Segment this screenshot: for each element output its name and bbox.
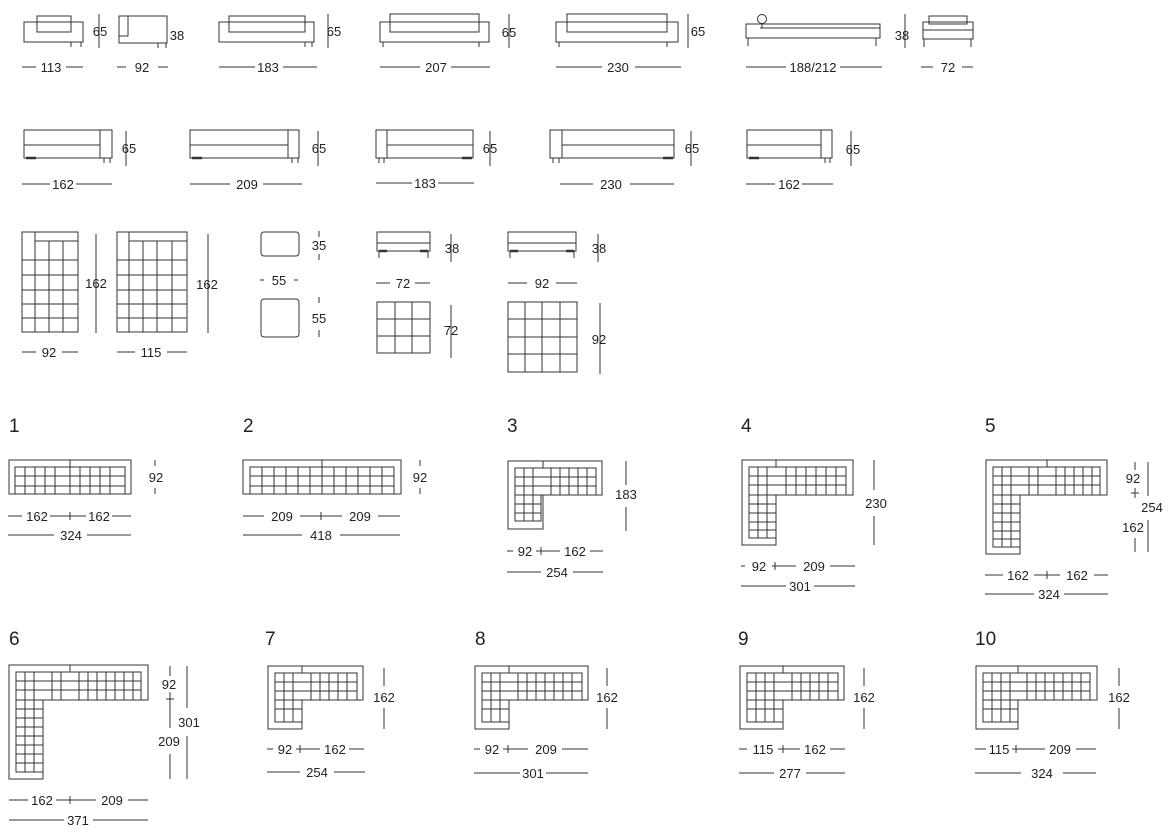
dim-depth: 162 bbox=[373, 690, 395, 705]
dim-total-depth: 254 bbox=[1141, 500, 1163, 515]
element-module-209 bbox=[190, 130, 318, 184]
element-pouf bbox=[260, 231, 319, 337]
dim-height: 38 bbox=[169, 28, 185, 43]
composition-number: 3 bbox=[507, 416, 518, 437]
dim-height: 65 bbox=[845, 142, 861, 157]
dim-width: 92 bbox=[534, 276, 550, 291]
composition-2 bbox=[243, 460, 420, 535]
dim-depth: 230 bbox=[865, 496, 887, 511]
dim-width: 92 bbox=[134, 60, 150, 75]
dim-part: 162 bbox=[31, 793, 53, 808]
dim-depth: 209 bbox=[158, 734, 180, 749]
dim-depth: 55 bbox=[311, 311, 327, 326]
composition-number: 1 bbox=[9, 416, 20, 437]
element-module-162 bbox=[22, 130, 126, 184]
dim-height: 38 bbox=[444, 241, 460, 256]
dim-total: 301 bbox=[789, 579, 811, 594]
dim-height: 65 bbox=[684, 141, 700, 156]
dim-depth: 92 bbox=[412, 470, 428, 485]
dim-part: 115 bbox=[752, 742, 774, 757]
dim-width: 113 bbox=[40, 60, 62, 75]
dim-width: 230 bbox=[600, 177, 622, 192]
dim-width: 188/212 bbox=[789, 60, 837, 75]
composition-number: 7 bbox=[265, 629, 276, 650]
dim-height: 65 bbox=[311, 141, 327, 156]
dim-total: 301 bbox=[522, 766, 544, 781]
element-module-162-right-arm bbox=[746, 130, 851, 184]
dim-total: 418 bbox=[310, 528, 332, 543]
dim-depth: 162 bbox=[1122, 520, 1144, 535]
dim-width: 162 bbox=[778, 177, 800, 192]
composition-number: 5 bbox=[985, 416, 996, 437]
composition-number: 9 bbox=[738, 629, 749, 650]
dim-depth: 162 bbox=[853, 690, 875, 705]
dim-part: 162 bbox=[1007, 568, 1029, 583]
composition-number: 8 bbox=[475, 629, 486, 650]
dim-width: 92 bbox=[41, 345, 57, 360]
dim-height: 65 bbox=[482, 141, 498, 156]
dim-depth: 92 bbox=[161, 677, 177, 692]
composition-number: 10 bbox=[975, 629, 997, 650]
dim-total: 254 bbox=[546, 565, 568, 580]
dim-part: 162 bbox=[564, 544, 586, 559]
dim-height: 65 bbox=[92, 24, 108, 39]
dim-depth: 72 bbox=[443, 323, 459, 338]
dim-part: 209 bbox=[349, 509, 371, 524]
dim-depth: 162 bbox=[196, 277, 218, 292]
dim-depth: 92 bbox=[591, 332, 607, 347]
dim-depth: 92 bbox=[148, 470, 164, 485]
element-chaise-92 bbox=[22, 232, 96, 352]
element-bench-72 bbox=[376, 232, 451, 358]
dim-depth: 92 bbox=[1125, 471, 1141, 486]
dim-height: 35 bbox=[311, 238, 327, 253]
dim-width: 207 bbox=[425, 60, 447, 75]
element-module-230-left bbox=[550, 130, 691, 184]
dim-part: 162 bbox=[804, 742, 826, 757]
dim-part: 209 bbox=[271, 509, 293, 524]
dim-part: 92 bbox=[517, 544, 533, 559]
dim-part: 115 bbox=[988, 742, 1010, 757]
dim-height: 38 bbox=[591, 241, 607, 256]
dim-part: 162 bbox=[26, 509, 48, 524]
dim-height: 65 bbox=[326, 24, 342, 39]
dim-depth: 162 bbox=[85, 276, 107, 291]
dim-part: 92 bbox=[484, 742, 500, 757]
dim-part: 209 bbox=[803, 559, 825, 574]
dim-part: 92 bbox=[751, 559, 767, 574]
dim-width: 115 bbox=[140, 345, 162, 360]
dim-height: 65 bbox=[501, 25, 517, 40]
dim-part: 209 bbox=[1049, 742, 1071, 757]
dim-width: 162 bbox=[52, 177, 74, 192]
dim-part: 162 bbox=[88, 509, 110, 524]
dim-height: 38 bbox=[894, 28, 910, 43]
dim-total: 254 bbox=[306, 765, 328, 780]
element-chaise-115 bbox=[117, 232, 208, 352]
dim-width: 55 bbox=[271, 273, 287, 288]
dim-width: 72 bbox=[940, 60, 956, 75]
dim-width: 209 bbox=[236, 177, 258, 192]
dim-part: 162 bbox=[1066, 568, 1088, 583]
dim-height: 65 bbox=[121, 141, 137, 156]
composition-number: 2 bbox=[243, 416, 254, 437]
dim-total: 324 bbox=[1038, 587, 1060, 602]
element-bench-92 bbox=[508, 232, 600, 374]
composition-number: 4 bbox=[741, 416, 752, 437]
composition-number: 6 bbox=[9, 629, 20, 650]
dim-total-depth: 301 bbox=[178, 715, 200, 730]
dim-height: 65 bbox=[690, 24, 706, 39]
dim-depth: 162 bbox=[1108, 690, 1130, 705]
dim-part: 162 bbox=[324, 742, 346, 757]
dim-total: 324 bbox=[1031, 766, 1053, 781]
dim-part: 92 bbox=[277, 742, 293, 757]
dim-total: 371 bbox=[67, 813, 89, 828]
dim-depth: 162 bbox=[596, 690, 618, 705]
dim-width: 183 bbox=[414, 176, 436, 191]
dim-width: 72 bbox=[395, 276, 411, 291]
dim-total: 324 bbox=[60, 528, 82, 543]
dim-part: 209 bbox=[535, 742, 557, 757]
dim-width: 230 bbox=[607, 60, 629, 75]
dim-depth: 183 bbox=[615, 487, 637, 502]
dim-width: 183 bbox=[257, 60, 279, 75]
dim-part: 209 bbox=[101, 793, 123, 808]
dim-total: 277 bbox=[779, 766, 801, 781]
